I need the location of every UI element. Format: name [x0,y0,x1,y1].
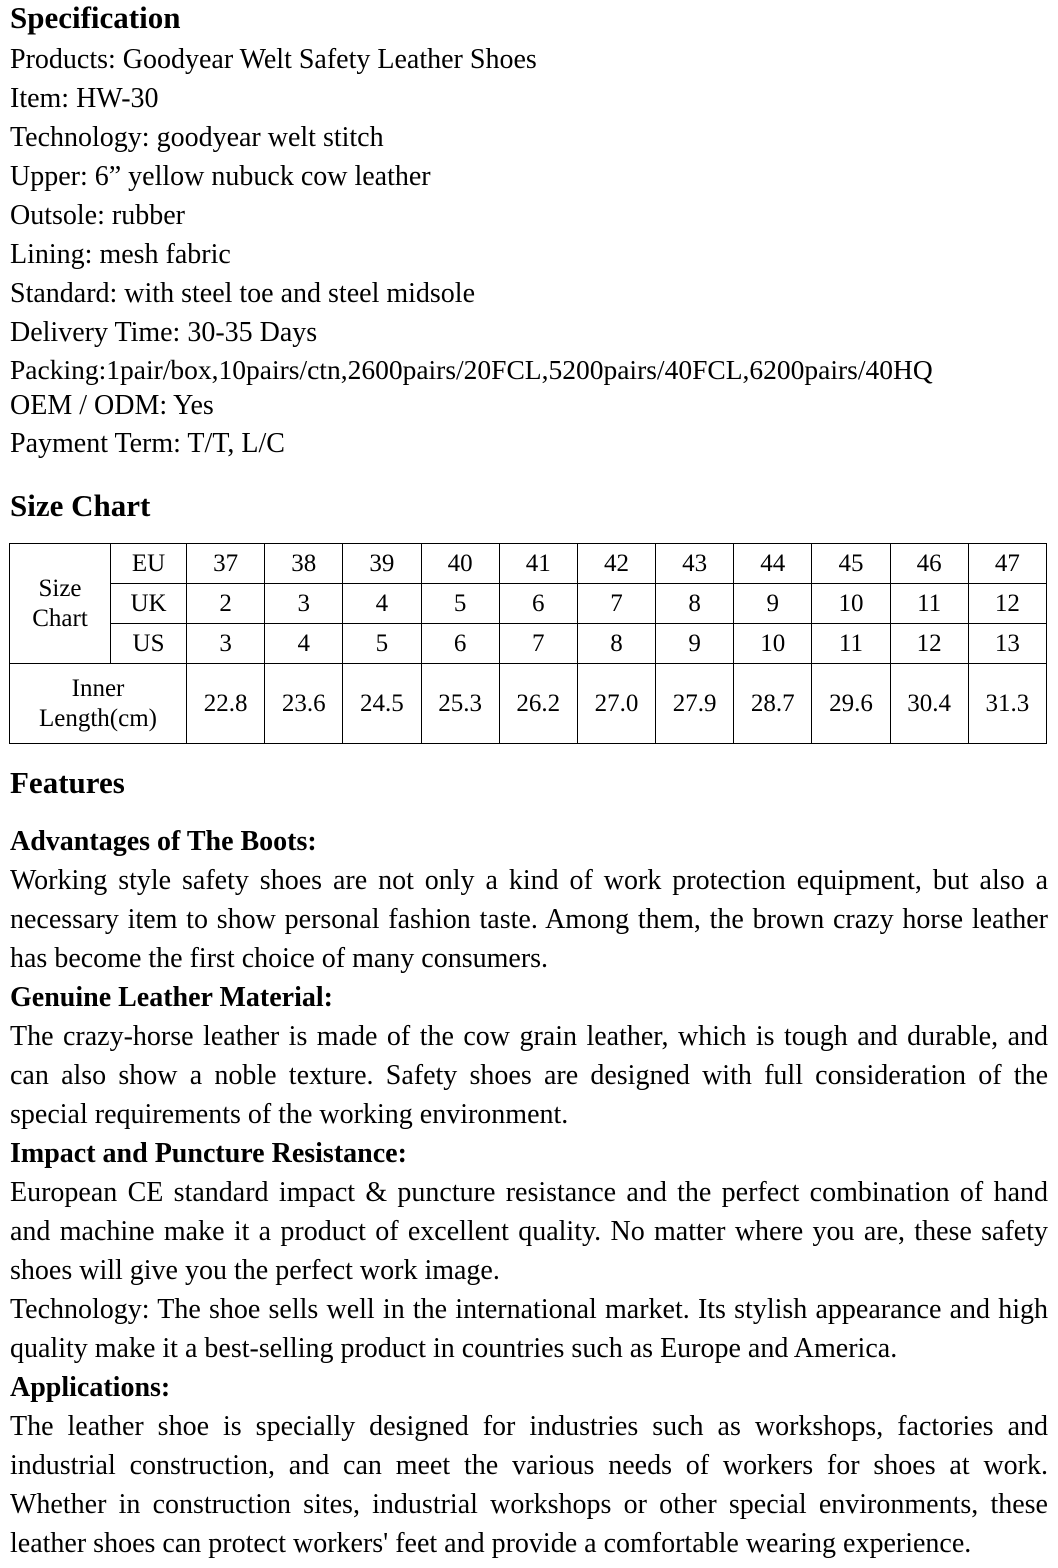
uk-cell: 2 [187,584,265,624]
table-row-inner-length [10,664,1047,744]
uk-cell: 9 [734,584,812,624]
us-cell: 10 [734,624,812,664]
uk-cell: 6 [499,584,577,624]
spec-line-item: Item: HW-30 [10,83,159,114]
inner-length-cell: 27.0 [577,664,655,744]
specification-heading: Specification [10,0,181,35]
inner-length-cell: 30.4 [890,664,968,744]
uk-cell: 7 [577,584,655,624]
specification-list [10,40,933,463]
size-chart-row-label: Size Chart [10,544,111,664]
uk-cell: 12 [968,584,1046,624]
eu-cell: 43 [656,544,734,584]
inner-length-cell: 25.3 [421,664,499,744]
us-cell: 8 [577,624,655,664]
us-cell: 3 [187,624,265,664]
eu-cell: 40 [421,544,499,584]
table-row-eu [10,544,1047,584]
inner-length-cell: 27.9 [656,664,734,744]
eu-cell: 46 [890,544,968,584]
us-cell: 12 [890,624,968,664]
inner-length-cell: 24.5 [343,664,421,744]
us-cell: 11 [812,624,890,664]
table-row-us [10,624,1047,664]
uk-cell: 11 [890,584,968,624]
applications-title: Applications: [10,1372,171,1403]
eu-cell: 39 [343,544,421,584]
system-label-uk: UK [111,584,187,624]
eu-cell: 38 [265,544,343,584]
inner-length-cell: 26.2 [499,664,577,744]
applications-text: The leather shoe is specially designed for industries such as workshops, factories and industrial construction, and can meet the various needs of workers for shoes at work. Whether in construction sites, industrial workshops or other special environments, these leather shoes can protect workers' feet and provide a comfortable wearing experience. [10,1411,1048,1559]
material-title: Genuine Leather Material: [10,982,333,1013]
uk-cell: 3 [265,584,343,624]
inner-length-cell: 22.8 [187,664,265,744]
features-section [10,822,1048,1563]
spec-line-outsole: Outsole: rubber [10,200,185,231]
us-cell: 7 [499,624,577,664]
table-row-uk [10,584,1047,624]
uk-cell: 8 [656,584,734,624]
us-cell: 9 [656,624,734,664]
spec-line-upper: Upper: 6” yellow nubuck cow leather [10,161,431,192]
eu-cell: 47 [968,544,1046,584]
spec-line-standard: Standard: with steel toe and steel midsole [10,278,476,309]
inner-length-cell: 29.6 [812,664,890,744]
system-label-us: US [111,624,187,664]
advantages-title: Advantages of The Boots: [10,826,317,857]
spec-line-payment: Payment Term: T/T, L/C [10,428,285,459]
spec-line-oem: OEM / ODM: Yes [10,390,214,421]
spec-line-delivery: Delivery Time: 30-35 Days [10,317,318,348]
us-cell: 5 [343,624,421,664]
inner-length-cell: 31.3 [968,664,1046,744]
uk-cell: 5 [421,584,499,624]
spec-line-products: Products: Goodyear Welt Safety Leather Shoes [10,44,537,75]
spec-line-lining: Lining: mesh fabric [10,239,231,270]
technology-text: Technology: The shoe sells well in the international market. Its stylish appearance and high quality make it a best-selling product in countries such as Europe and America. [10,1294,1048,1364]
uk-cell: 10 [812,584,890,624]
spec-line-packing: Packing:1pair/box,10pairs/ctn,2600pairs/20FCL,5200pairs/40FCL,6200pairs/40HQ [10,354,933,385]
eu-cell: 45 [812,544,890,584]
us-cell: 4 [265,624,343,664]
size-chart-heading: Size Chart [10,488,151,523]
features-heading: Features [10,765,125,800]
size-chart-table [9,543,1047,744]
impact-text: European CE standard impact & puncture resistance and the perfect combination of hand and machine make it a product of excellent quality. No matter where you are, these safety shoes will give you the perfect work image. [10,1177,1048,1286]
inner-length-label: Inner Length(cm) [10,664,187,744]
inner-length-cell: 23.6 [265,664,343,744]
spec-line-technology: Technology: goodyear welt stitch [10,122,384,153]
eu-cell: 37 [187,544,265,584]
advantages-text: Working style safety shoes are not only a kind of work protection equipment, but also a necessary item to show personal fashion taste. Among them, the brown crazy horse leather has become the first choice of many consumers. [10,865,1048,974]
us-cell: 6 [421,624,499,664]
uk-cell: 4 [343,584,421,624]
impact-title: Impact and Puncture Resistance: [10,1138,407,1169]
material-text: The crazy-horse leather is made of the cow grain leather, which is tough and durable, and can also show a noble texture. Safety shoes are designed with full consideration of the special requirements of the working environment. [10,1021,1048,1130]
system-label-eu: EU [111,544,187,584]
eu-cell: 41 [499,544,577,584]
inner-length-cell: 28.7 [734,664,812,744]
us-cell: 13 [968,624,1046,664]
eu-cell: 42 [577,544,655,584]
eu-cell: 44 [734,544,812,584]
